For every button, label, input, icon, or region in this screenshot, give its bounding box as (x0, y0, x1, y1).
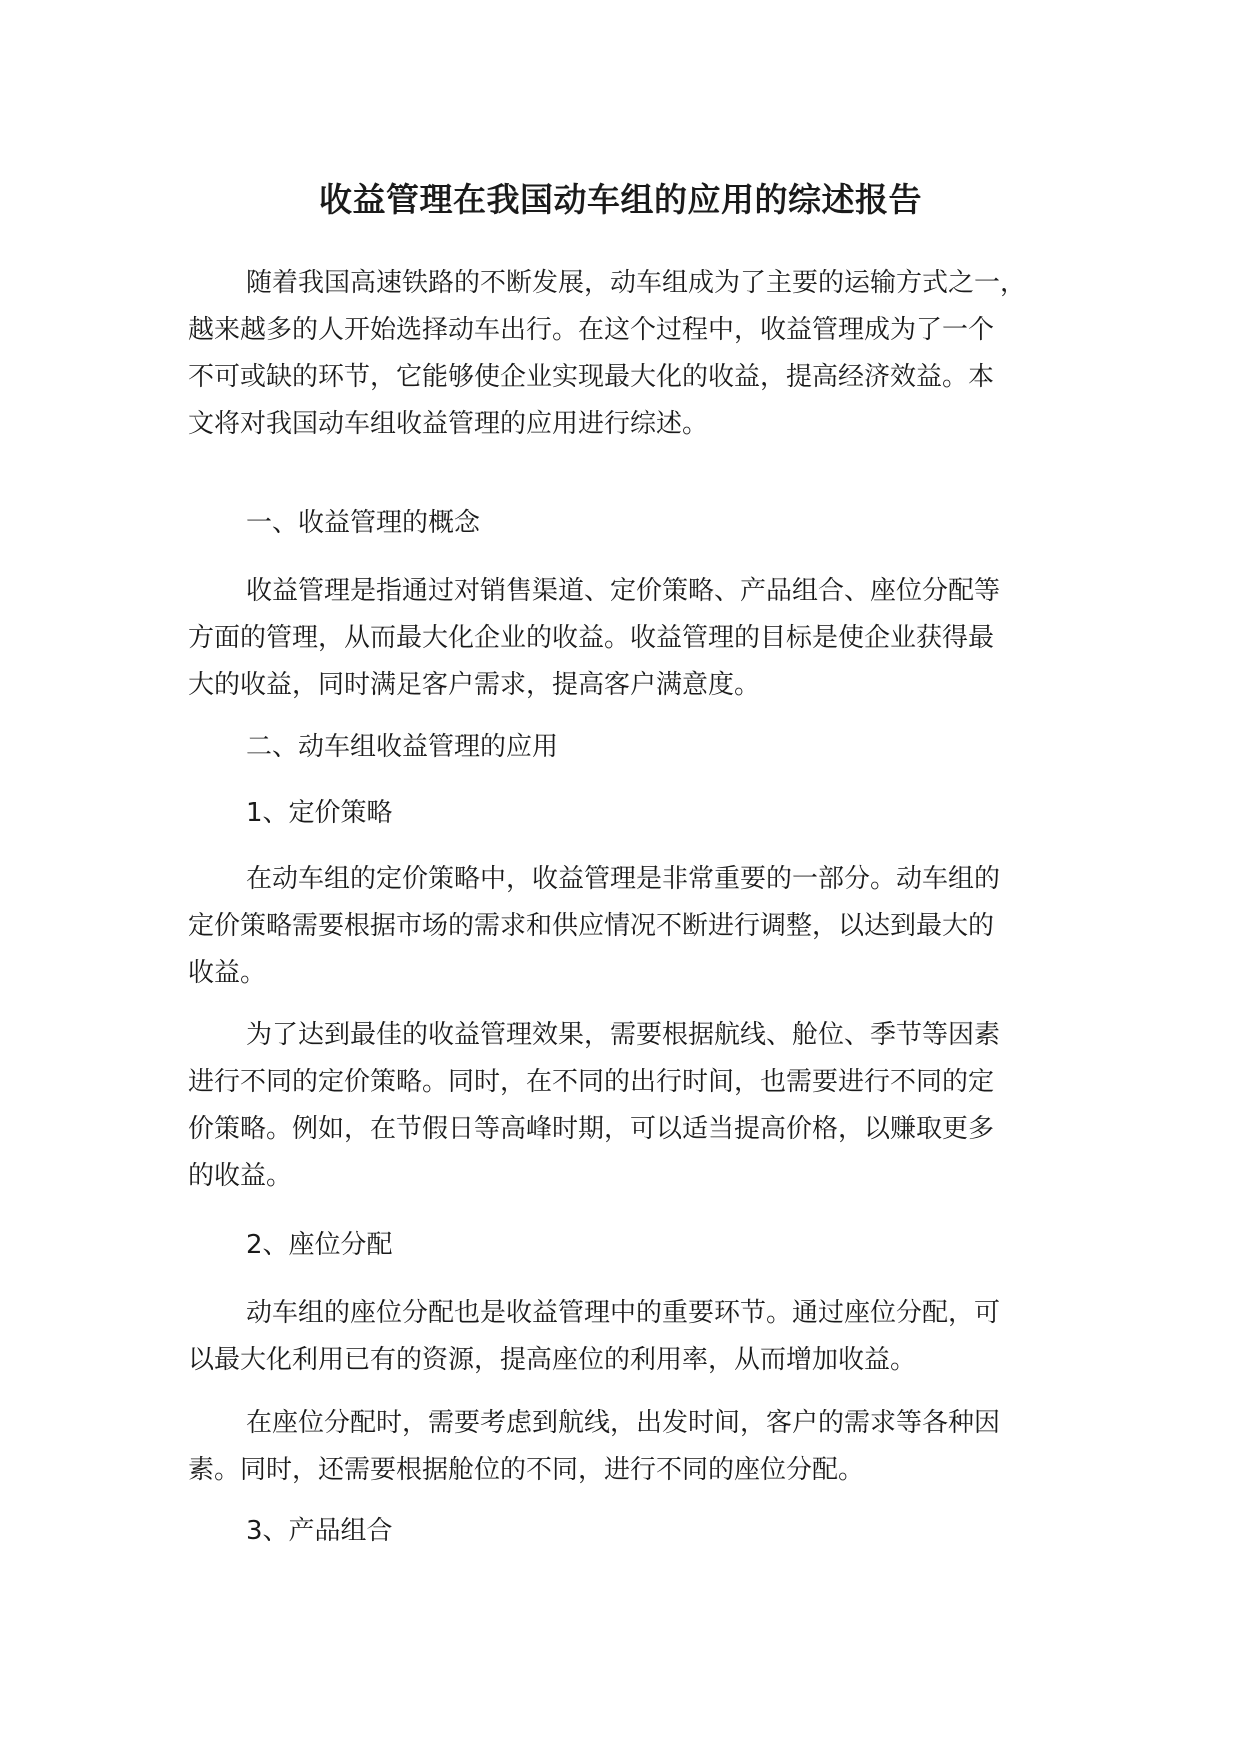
paragraph-line: 在座位分配时，需要考虑到航线，出发时间，客户的需求等各种因 (246, 1408, 1001, 1438)
paragraph-line: 为了达到最佳的收益管理效果，需要根据航线、舱位、季节等因素 (246, 1020, 1001, 1050)
paragraph-line: 大的收益，同时满足客户需求，提高客户满意度。 (188, 670, 761, 700)
paragraph-line: 进行不同的定价策略。同时，在不同的出行时间，也需要进行不同的定 (188, 1067, 995, 1097)
paragraph-pricing-1 (188, 856, 1050, 997)
paragraph-seat-2 (188, 1400, 1050, 1494)
paragraph-line: 方面的管理，从而最大化企业的收益。收益管理的目标是使企业获得最 (188, 623, 995, 653)
paragraph-line: 价策略。例如，在节假日等高峰时期，可以适当提高价格，以赚取更多 (188, 1114, 995, 1144)
paragraph-line: 随着我国高速铁路的不断发展，动车组成为了主要的运输方式之一， (246, 268, 1027, 298)
paragraph-intro (188, 260, 1050, 448)
heading-line: 2、座位分配 (246, 1230, 393, 1260)
paragraph-seat-1 (188, 1290, 1050, 1384)
paragraph-concept (188, 568, 1050, 709)
heading-line: 一、收益管理的概念 (246, 508, 481, 538)
paragraph-line: 在动车组的定价策略中，收益管理是非常重要的一部分。动车组的 (246, 864, 1001, 894)
paragraph-line: 的收益。 (188, 1161, 293, 1191)
heading-line: 二、动车组收益管理的应用 (246, 732, 559, 762)
heading-line: 1、定价策略 (246, 798, 393, 828)
paragraph-line: 越来越多的人开始选择动车出行。在这个过程中，收益管理成为了一个 (188, 315, 995, 345)
paragraph-line: 文将对我国动车组收益管理的应用进行综述。 (188, 409, 709, 439)
paragraph-line: 素。同时，还需要根据舱位的不同，进行不同的座位分配。 (188, 1455, 865, 1485)
subheading-seat-allocation (188, 1222, 1050, 1269)
heading-line: 3、产品组合 (246, 1516, 393, 1546)
section-heading-1 (188, 500, 1050, 547)
paragraph-line: 定价策略需要根据市场的需求和供应情况不断进行调整，以达到最大的 (188, 911, 995, 941)
paragraph-pricing-2 (188, 1012, 1050, 1200)
paragraph-line: 以最大化利用已有的资源，提高座位的利用率，从而增加收益。 (188, 1345, 917, 1375)
subheading-pricing (188, 790, 1050, 837)
paragraph-line: 收益管理是指通过对销售渠道、定价策略、产品组合、座位分配等 (246, 576, 1001, 606)
document-title: 收益管理在我国动车组的应用的综述报告 (319, 180, 922, 219)
paragraph-line: 收益。 (188, 958, 267, 988)
subheading-product-mix (188, 1508, 1050, 1555)
paragraph-line: 动车组的座位分配也是收益管理中的重要环节。通过座位分配，可 (246, 1298, 1001, 1328)
section-heading-2 (188, 724, 1050, 771)
paragraph-line: 不可或缺的环节，它能够使企业实现最大化的收益，提高经济效益。本 (188, 362, 995, 392)
